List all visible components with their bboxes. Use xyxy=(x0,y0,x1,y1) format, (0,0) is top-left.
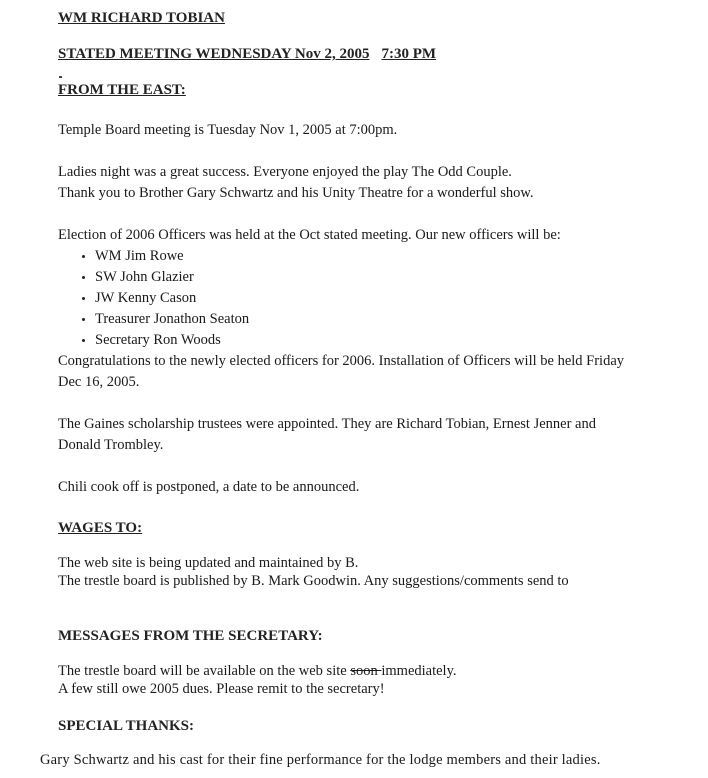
worshipful-master-heading: WM RICHARD TOBIAN xyxy=(58,10,225,26)
gaines-scholarship-line-2: Donald Trombley. xyxy=(58,437,164,453)
officer-name: Treasurer Jonathon Seaton xyxy=(95,311,250,327)
chili-cookoff-line: Chili cook off is postponed, a date to be announced. xyxy=(58,479,360,495)
wages-to-heading: WAGES TO: xyxy=(58,520,143,536)
bullet-icon xyxy=(82,276,85,279)
stated-meeting-time: 7:30 PM xyxy=(381,46,437,62)
officer-name: Secretary Ron Woods xyxy=(95,332,221,348)
secretary-line-1-text: The trestle board will be available on the web site xyxy=(58,663,351,679)
ladies-night-line-1: Ladies night was a great success. Everyone enjoyed the play The Odd Couple. xyxy=(58,164,512,180)
gaines-scholarship-line-1: The Gaines scholarship trustees were appointed. They are Richard Tobian, Ernest Jenner and xyxy=(58,416,596,432)
wages-line-1: The web site is being updated and maintained by B. xyxy=(58,555,359,571)
stated-meeting-heading xyxy=(58,44,436,65)
wages-line-2: The trestle board is published by B. Mark Goodwin. Any suggestions/comments send to xyxy=(58,573,569,589)
secretary-line-2: A few still owe 2005 dues. Please remit to the secretary! xyxy=(58,681,385,697)
special-thanks-line: Gary Schwartz and his cast for their fine performance for the lodge members and their ladies. xyxy=(40,752,601,768)
stray-mark xyxy=(59,76,62,78)
election-intro: Election of 2006 Officers was held at the Oct stated meeting. Our new officers will be: xyxy=(58,227,561,243)
officer-name: WM Jim Rowe xyxy=(95,248,184,264)
bullet-icon xyxy=(82,339,85,342)
from-the-east-heading: FROM THE EAST: xyxy=(58,82,186,98)
officer-name: JW Kenny Cason xyxy=(95,290,197,306)
ladies-night-line-2: Thank you to Brother Gary Schwartz and his Unity Theatre for a wonderful show. xyxy=(58,185,534,201)
bullet-icon xyxy=(82,255,85,258)
stated-meeting-date: STATED MEETING WEDNESDAY Nov 2, 2005 xyxy=(58,46,370,62)
officer-name: SW John Glazier xyxy=(95,269,194,285)
congratulations-line-1: Congratulations to the newly elected officers for 2006. Installation of Officers will be held Friday xyxy=(58,353,625,369)
messages-from-secretary-heading: MESSAGES FROM THE SECRETARY: xyxy=(58,628,323,644)
bullet-icon xyxy=(82,297,85,300)
struck-word: soon xyxy=(350,663,382,679)
special-thanks-heading: SPECIAL THANKS: xyxy=(58,718,195,734)
secretary-line-1 xyxy=(58,662,457,680)
bullet-icon xyxy=(82,318,85,321)
congratulations-line-2: Dec 16, 2005. xyxy=(58,374,140,390)
temple-board-line: Temple Board meeting is Tuesday Nov 1, 2005 at 7:00pm. xyxy=(58,122,398,138)
secretary-line-1-tail: immediately. xyxy=(381,663,457,679)
